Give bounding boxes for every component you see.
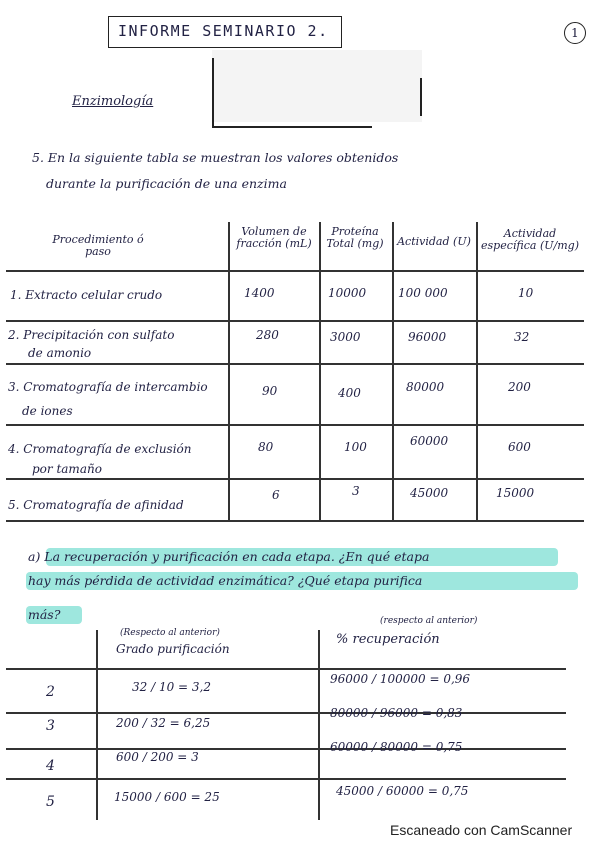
table2-line xyxy=(6,668,566,670)
table1-line xyxy=(6,520,584,522)
t1-r5-proc: 5. Cromatografía de afinidad xyxy=(8,498,184,512)
header-especifica: Actividad específica (U/mg) xyxy=(481,227,579,252)
t2-r3-rec: 60000 / 80000 = 0,75 xyxy=(330,740,463,754)
t1-r1-act: 100 000 xyxy=(398,286,448,300)
photo-border-right xyxy=(420,78,422,116)
t1-r2-esp: 32 xyxy=(514,330,530,344)
table1-col xyxy=(392,222,394,520)
table1-col xyxy=(476,222,478,520)
photo-border-left xyxy=(212,58,214,128)
t2-col1-note: (Respecto al anterior) xyxy=(120,628,220,638)
table1-line xyxy=(6,424,584,426)
table1-line xyxy=(6,320,584,322)
question-line-1: 5. En la siguiente tabla se muestran los valores obtenidos xyxy=(32,150,399,165)
t2-r4-pur: 15000 / 600 = 25 xyxy=(114,790,220,804)
t1-r2-proc: 2. Precipitación con sulfato xyxy=(8,328,175,342)
table1-col xyxy=(228,222,230,520)
t1-r2-proc2: de amonio xyxy=(28,346,92,360)
table2-col xyxy=(318,630,320,820)
header-volumen: Volumen de fracción (mL) xyxy=(236,225,312,250)
t2-r3-stage: 4 xyxy=(46,758,55,774)
t1-r5-esp: 15000 xyxy=(496,486,535,500)
t1-r4-proc: 4. Cromatografía de exclusión xyxy=(8,442,192,456)
t2-col2-note: (respecto al anterior) xyxy=(380,616,478,626)
scanner-watermark: Escaneado con CamScanner xyxy=(390,822,573,838)
t1-r1-proc: 1. Extracto celular crudo xyxy=(10,288,163,302)
document-title: INFORME SEMINARIO 2. xyxy=(118,22,329,40)
t2-col2-header: % recuperación xyxy=(336,632,440,647)
header-proteina: Proteína Total (mg) xyxy=(326,225,384,250)
table2-line xyxy=(6,748,566,750)
t1-r3-prot: 400 xyxy=(338,386,361,400)
t1-r1-prot: 10000 xyxy=(328,286,367,300)
t1-r1-vol: 1400 xyxy=(244,286,275,300)
t2-col1-header: Grado purificación xyxy=(116,642,230,656)
t1-r5-vol: 6 xyxy=(272,488,280,502)
t1-r3-vol: 90 xyxy=(262,384,278,398)
t1-r2-prot: 3000 xyxy=(330,330,361,344)
t1-r3-act: 80000 xyxy=(406,380,445,394)
table2-col xyxy=(96,630,98,820)
question-line-2: durante la purificación de una enzima xyxy=(46,176,287,191)
photo-border-bottom xyxy=(212,126,372,128)
t1-r4-prot: 100 xyxy=(344,440,367,454)
t2-r4-stage: 5 xyxy=(46,794,55,810)
t2-r1-stage: 2 xyxy=(46,684,55,700)
t1-r2-vol: 280 xyxy=(256,328,279,342)
t1-r4-proc2: por tamaño xyxy=(32,462,102,476)
table1-col xyxy=(319,222,321,520)
t2-r2-stage: 3 xyxy=(46,718,55,734)
t1-r5-prot: 3 xyxy=(352,484,360,498)
header-procedimiento: Procedimiento ó paso xyxy=(52,233,144,258)
t2-r1-rec: 96000 / 100000 = 0,96 xyxy=(330,672,471,686)
t2-r2-pur: 200 / 32 = 6,25 xyxy=(116,716,211,730)
t1-r3-proc: 3. Cromatografía de intercambio xyxy=(8,380,208,394)
table2-line xyxy=(6,778,566,780)
header-actividad: Actividad (U) xyxy=(397,235,471,248)
t2-r3-pur: 600 / 200 = 3 xyxy=(116,750,199,764)
table2-line xyxy=(6,712,566,714)
t1-r4-vol: 80 xyxy=(258,440,274,454)
t1-r2-act: 96000 xyxy=(408,330,447,344)
t1-r3-esp: 200 xyxy=(508,380,531,394)
t1-r4-act: 60000 xyxy=(410,434,449,448)
part-a-line-1: a) La recuperación y purificación en cada etapa. ¿En qué etapa xyxy=(28,549,430,564)
t1-r3-proc2: de iones xyxy=(22,404,73,418)
t1-r4-esp: 600 xyxy=(508,440,531,454)
page-number: 1 xyxy=(564,22,586,44)
table1-line xyxy=(6,270,584,272)
t2-r4-rec: 45000 / 60000 = 0,75 xyxy=(336,784,469,798)
part-a-line-2: hay más pérdida de actividad enzimática? ¿Qué etapa purifica xyxy=(28,573,423,588)
t2-r1-pur: 32 / 10 = 3,2 xyxy=(132,680,211,694)
part-a-line-3: más? xyxy=(28,607,61,622)
t1-r1-esp: 10 xyxy=(518,286,534,300)
table1-line xyxy=(6,363,584,365)
t2-r2-rec: 80000 / 96000 = 0,83 xyxy=(330,706,463,720)
t1-r5-act: 45000 xyxy=(410,486,449,500)
section-title: Enzimología xyxy=(72,94,154,109)
table1-line xyxy=(6,478,584,480)
torn-paper-area xyxy=(212,50,422,122)
